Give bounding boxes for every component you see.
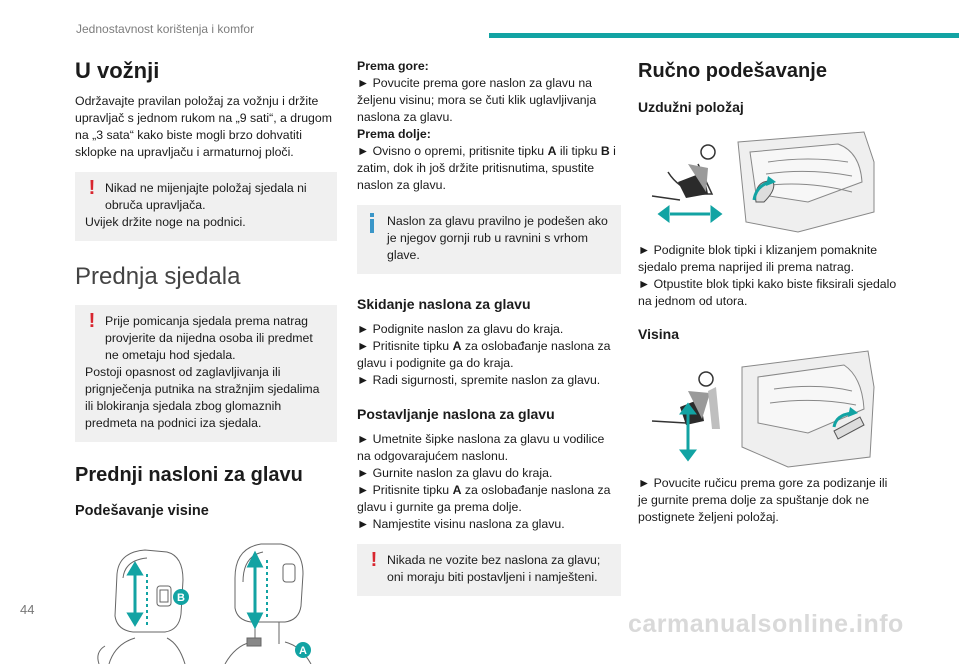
info-note	[357, 205, 621, 274]
label-a: A	[299, 645, 307, 657]
height-step-1: ► Povucite ručicu prema gore za podizanje ili je gurnite prema dolje za spuštanje dok ne postignete željeni položaj.	[638, 476, 888, 524]
info-note-text: Naslon za glavu pravilno je podešen ako je njegov gornji rub u ravnini s vrhom glave.	[387, 214, 608, 262]
info-icon	[367, 213, 377, 233]
removal-step-3: ► Radi sigurnosti, spremite naslon za glavu.	[357, 373, 601, 387]
note-text: Prije pomicanja sjedala prema natrag provjerite da nijedna osoba ili predmet ne ometaju hod sjedala.	[105, 314, 313, 362]
note-text: Nikad ne mijenjajte položaj sjedala ni obruča upravljača.	[105, 181, 307, 212]
down-label: Prema dolje:	[357, 127, 431, 141]
warning-note-3	[357, 544, 621, 596]
warning-note-2	[75, 305, 337, 442]
warning-note-1	[75, 172, 337, 241]
note-text: Postoji opasnost od zaglavljivanja ili prignječenja putnika na stražnjim sjedalima ili blokiranja sjedala zbog glomaznih predmeta na podnici iza sjedala.	[85, 365, 320, 430]
subsection-height: Podešavanje visine	[75, 503, 209, 519]
seat-slide-diagram	[638, 122, 878, 232]
removal-step-2: ► Pritisnite tipku A za oslobađanje naslona za glavu i podignite ga do kraja.	[357, 339, 611, 370]
seat-height-diagram	[638, 347, 878, 467]
subsection-longitudinal: Uzdužni položaj	[638, 99, 744, 115]
header-accent-bar	[489, 33, 959, 38]
refit-step-1: ► Umetnite šipke naslona za glavu u vodilice na odgovarajućem naslonu.	[357, 432, 605, 463]
section-title-headrests: Prednji nasloni za glavu	[75, 464, 303, 486]
label-b: B	[177, 592, 185, 604]
refit-step-3: ► Pritisnite tipku A za oslobađanje naslona za glavu i gurnite ga prema dolje.	[357, 483, 611, 514]
running-header: Jednostavnost korištenja i komfor	[76, 22, 255, 36]
column-1	[75, 58, 337, 664]
subsection-refit: Postavljanje naslona za glavu	[357, 406, 555, 422]
driving-intro: Održavajte pravilan položaj za vožnju i držite upravljač s jednom rukom na „9 sati“, a drugom na „3 sata“ kako biste mogli brzo dohvatiti sklopke na upravljaču i armaturnoj ploči.	[75, 94, 332, 159]
subsection-removal: Skidanje naslona za glavu	[357, 296, 531, 312]
note-text: Uvijek držite noge na podnici.	[85, 215, 246, 229]
column-3	[638, 58, 900, 526]
up-text: ► Povucite prema gore naslon za glavu na željenu visinu; mora se čuti klik uglavljivanja naslona za glavu.	[357, 76, 597, 124]
up-label: Prema gore:	[357, 59, 429, 73]
refit-step-2: ► Gurnite naslon za glavu do kraja.	[357, 466, 553, 480]
section-title-manual: Ručno podešavanje	[638, 60, 827, 82]
watermark: carmanualsonline.info	[628, 610, 904, 638]
column-2	[357, 58, 621, 596]
warning-exclamation-icon: !	[88, 177, 96, 199]
longitudinal-step-1: ► Podignite blok tipki i klizanjem pomaknite sjedalo prema naprijed ili prema natrag.	[638, 243, 878, 274]
warn-note-text: Nikada ne vozite bez naslona za glavu; oni moraju biti postavljeni i namješteni.	[387, 553, 601, 584]
longitudinal-step-2: ► Otpustite blok tipki kako biste fiksirali sjedalo na jednom od utora.	[638, 277, 897, 308]
down-text: ► Ovisno o opremi, pritisnite tipku A ili tipku B i zatim, dok ih još držite pritisnutima, spustite naslon za glavu.	[357, 144, 616, 192]
headrest-diagram	[75, 534, 337, 664]
page-number: 44	[20, 602, 35, 617]
warning-exclamation-icon: !	[88, 310, 96, 332]
refit-step-4: ► Namjestite visinu naslona za glavu.	[357, 517, 565, 531]
section-title-driving: U vožnji	[75, 58, 160, 83]
warning-exclamation-icon: !	[370, 549, 378, 571]
subsection-height-seat: Visina	[638, 326, 679, 342]
section-title-front-seats: Prednja sjedala	[75, 263, 241, 290]
removal-step-1: ► Podignite naslon za glavu do kraja.	[357, 322, 564, 336]
